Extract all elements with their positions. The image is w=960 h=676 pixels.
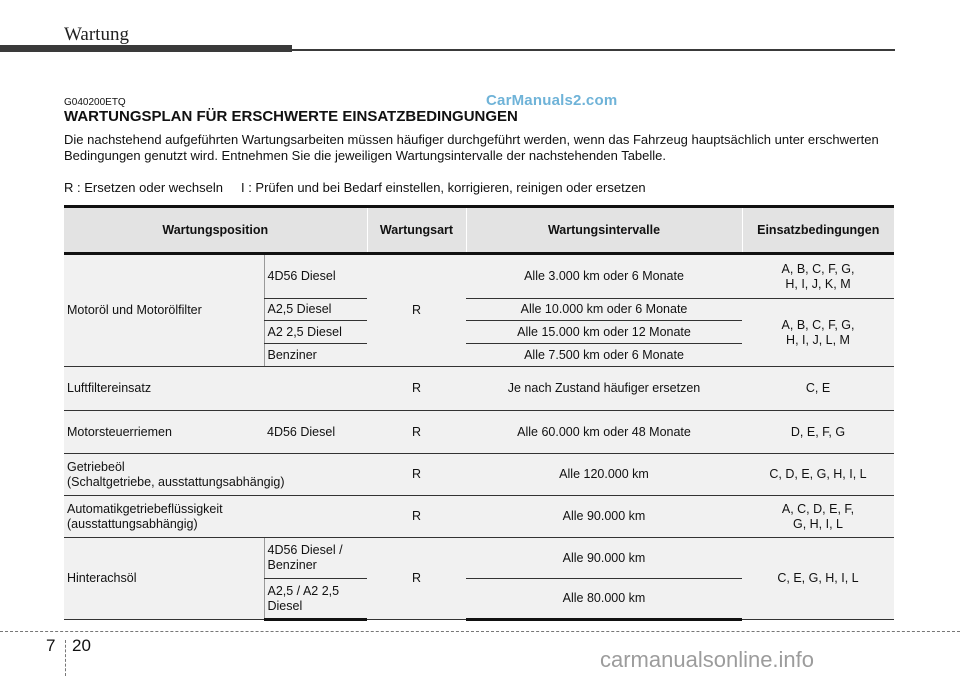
- page-header-title: Wartung: [64, 24, 129, 45]
- table-row: [64, 254, 894, 299]
- item-cell: Motoröl und Motorölfilter: [64, 254, 264, 367]
- footer-divider: [65, 640, 66, 676]
- maintenance-table: [64, 205, 894, 621]
- intro-paragraph: Die nachstehend aufgeführten Wartungsarbeiten müssen häufiger durchgeführt werden, wenn das Fahrzeug hauptsächlich unter erschwerten Bedingungen genutzt wird. Entnehmen Sie die jeweiligen Wartungsintervalle der nachstehenden Tabelle.: [64, 132, 879, 163]
- item-line: (Schaltgetriebe, ausstattungsabhängig): [67, 474, 285, 489]
- table-row: [64, 538, 894, 579]
- header-interval: Wartungsintervalle: [466, 207, 742, 254]
- conditions-line: G, H, I, L: [792, 516, 843, 531]
- type-cell: R: [367, 367, 466, 411]
- type-cell: R: [367, 496, 466, 538]
- conditions-cell: C, D, E, G, H, I, L: [742, 454, 894, 496]
- item-line: Getriebeöl: [67, 459, 125, 474]
- item-cell: [64, 496, 367, 538]
- header-type: Wartungsart: [367, 207, 466, 254]
- item-cell: Luftfiltereinsatz: [64, 367, 367, 411]
- variant-line: A2,5 / A2 2,5: [267, 583, 340, 598]
- conditions-cell: [742, 254, 894, 299]
- interval-cell: Alle 90.000 km: [466, 538, 742, 579]
- conditions-cell: C, E: [742, 367, 894, 411]
- table-row: [64, 454, 894, 496]
- interval-cell: Alle 60.000 km oder 48 Monate: [466, 411, 742, 454]
- header-rule: [292, 49, 895, 51]
- page-number: 20: [72, 636, 91, 655]
- interval-cell: Alle 80.000 km: [466, 579, 742, 620]
- type-cell: R: [367, 254, 466, 367]
- item-line: (ausstattungsabhängig): [67, 516, 198, 531]
- interval-cell: Alle 120.000 km: [466, 454, 742, 496]
- conditions-line: A, B, C, F, G,: [781, 261, 855, 276]
- interval-cell: Alle 15.000 km oder 12 Monate: [466, 321, 742, 344]
- header-bar: [0, 45, 292, 52]
- conditions-cell: [742, 299, 894, 367]
- header-position: Wartungsposition: [64, 207, 367, 254]
- variant-cell: A2 2,5 Diesel: [264, 321, 367, 344]
- table-row: [64, 496, 894, 538]
- conditions-cell: D, E, F, G: [742, 411, 894, 454]
- variant-cell: [264, 579, 367, 620]
- type-cell: R: [367, 538, 466, 620]
- table-header-row: [64, 207, 894, 254]
- header-conditions: Einsatzbedingungen: [742, 207, 894, 254]
- interval-cell: Alle 90.000 km: [466, 496, 742, 538]
- item-cell: Hinterachsöl: [64, 538, 264, 620]
- section-title: WARTUNGSPLAN FÜR ERSCHWERTE EINSATZBEDINGUNGEN: [64, 108, 518, 125]
- item-line: Automatikgetriebeflüssigkeit: [67, 501, 223, 516]
- bottom-watermark: carmanualsonline.info: [600, 647, 815, 672]
- item-cell: Motorsteuerriemen: [64, 411, 264, 454]
- variant-cell: 4D56 Diesel: [264, 411, 367, 454]
- variant-line: 4D56 Diesel /: [267, 543, 343, 557]
- variant-cell: 4D56 Diesel: [264, 254, 367, 299]
- interval-cell: Alle 7.500 km oder 6 Monate: [466, 344, 742, 367]
- conditions-line: A, C, D, E, F,: [781, 501, 855, 516]
- conditions-line: H, I, J, L, M: [786, 332, 850, 347]
- variant-cell: Benziner: [264, 344, 367, 367]
- interval-cell: Alle 10.000 km oder 6 Monate: [466, 299, 742, 321]
- watermark-link[interactable]: CarManuals2.com: [486, 92, 618, 109]
- interval-cell: Je nach Zustand häufiger ersetzen: [466, 367, 742, 411]
- table-row: [64, 367, 894, 411]
- conditions-cell: C, E, G, H, I, L: [742, 538, 894, 620]
- type-cell: R: [367, 454, 466, 496]
- footer-rule: [0, 631, 960, 632]
- variant-line: Benziner: [267, 558, 317, 572]
- conditions-cell: [742, 496, 894, 538]
- interval-cell: Alle 3.000 km oder 6 Monate: [466, 254, 742, 299]
- chapter-number: 7: [46, 636, 56, 655]
- variant-cell: [264, 538, 367, 579]
- conditions-line: A, B, C, F, G,: [781, 317, 855, 332]
- section-code: G040200ETQ: [64, 97, 126, 108]
- legend: [64, 180, 664, 195]
- type-cell: R: [367, 411, 466, 454]
- variant-cell: A2,5 Diesel: [264, 299, 367, 321]
- legend-i: I : Prüfen und bei Bedarf einstellen, korrigieren, reinigen oder ersetzen: [240, 180, 646, 195]
- table-row: [64, 411, 894, 454]
- item-cell: [64, 454, 367, 496]
- legend-r: R : Ersetzen oder wechseln: [64, 180, 223, 195]
- conditions-line: H, I, J, K, M: [785, 276, 851, 291]
- variant-line: Diesel: [267, 598, 303, 613]
